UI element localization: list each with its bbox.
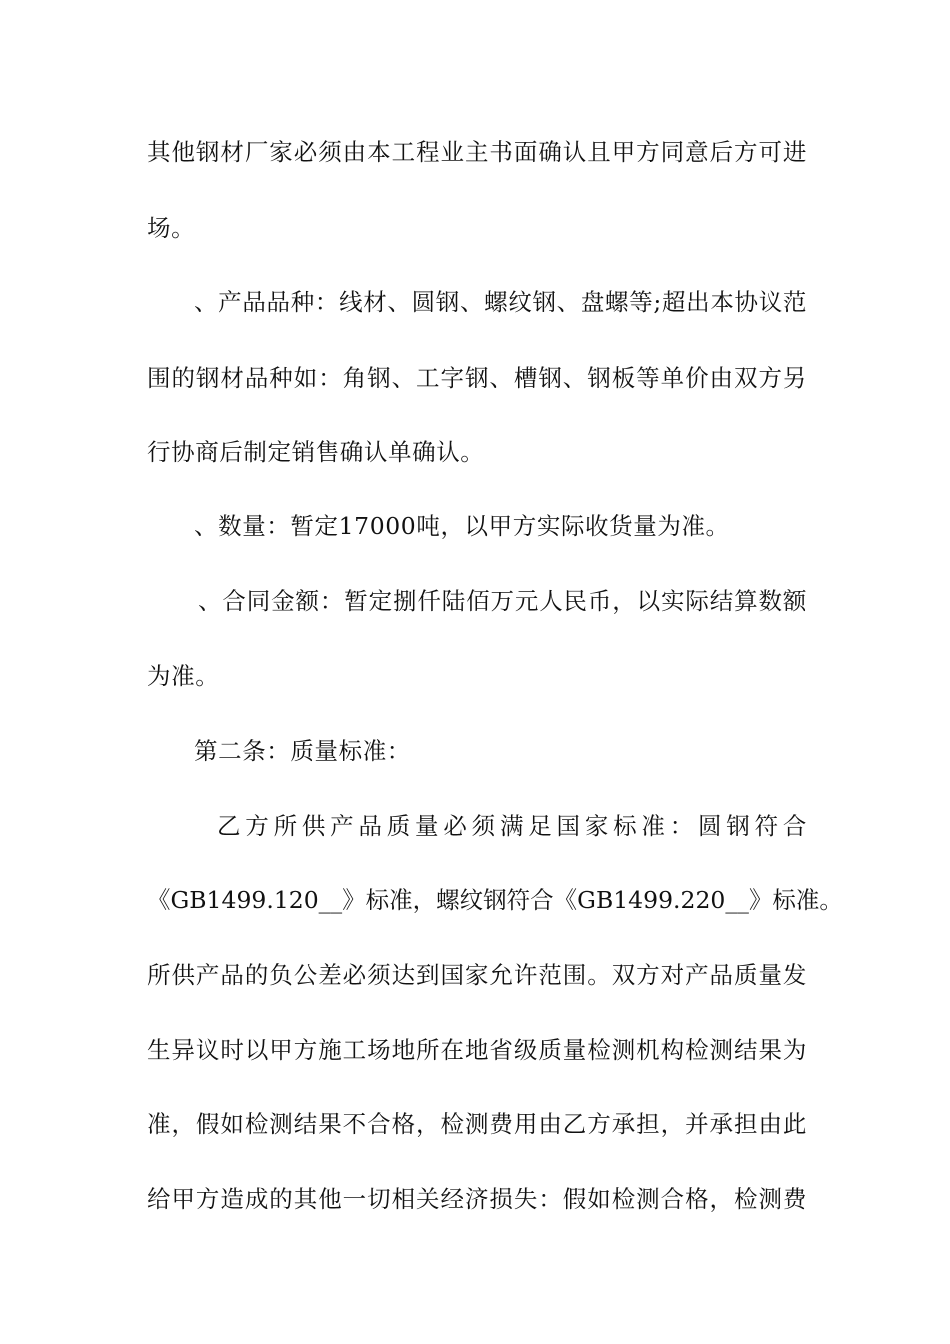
- text-line: 、产品品种：线材、圆钢、螺纹钢、盘螺等;超出本协议范: [194, 288, 807, 316]
- text-line: 围的钢材品种如：角钢、工字钢、槽钢、钢板等单价由双方另: [147, 364, 807, 392]
- text-line: 生异议时以甲方施工场地所在地省级质量检测机构检测结果为: [147, 1036, 807, 1064]
- text-line: 乙方所供产品质量必须满足国家标准：圆钢符合: [217, 812, 807, 840]
- text-line: 其他钢材厂家必须由本工程业主书面确认且甲方同意后方可进: [147, 138, 807, 166]
- text-line: 行协商后制定销售确认单确认。: [147, 438, 485, 466]
- section-heading: 第二条：质量标准：: [194, 737, 411, 765]
- text-line: 给甲方造成的其他一切相关经济损失：假如检测合格，检测费: [147, 1185, 807, 1213]
- text-line: 场。: [147, 214, 196, 242]
- text-line: 准，假如检测结果不合格，检测费用由乙方承担，并承担由此: [147, 1110, 807, 1138]
- text-line: 为准。: [147, 662, 220, 690]
- text-line: 所供产品的负公差必须达到国家允许范围。双方对产品质量发: [147, 961, 807, 989]
- text-line: 、合同金额：暂定捌仟陆佰万元人民币，以实际结算数额: [198, 587, 807, 615]
- text-line: 、数量：暂定17000吨，以甲方实际收货量为准。: [194, 512, 730, 540]
- text-line: 《GB1499.120__》标准，螺纹钢符合《GB1499.220__》标准。: [147, 886, 843, 914]
